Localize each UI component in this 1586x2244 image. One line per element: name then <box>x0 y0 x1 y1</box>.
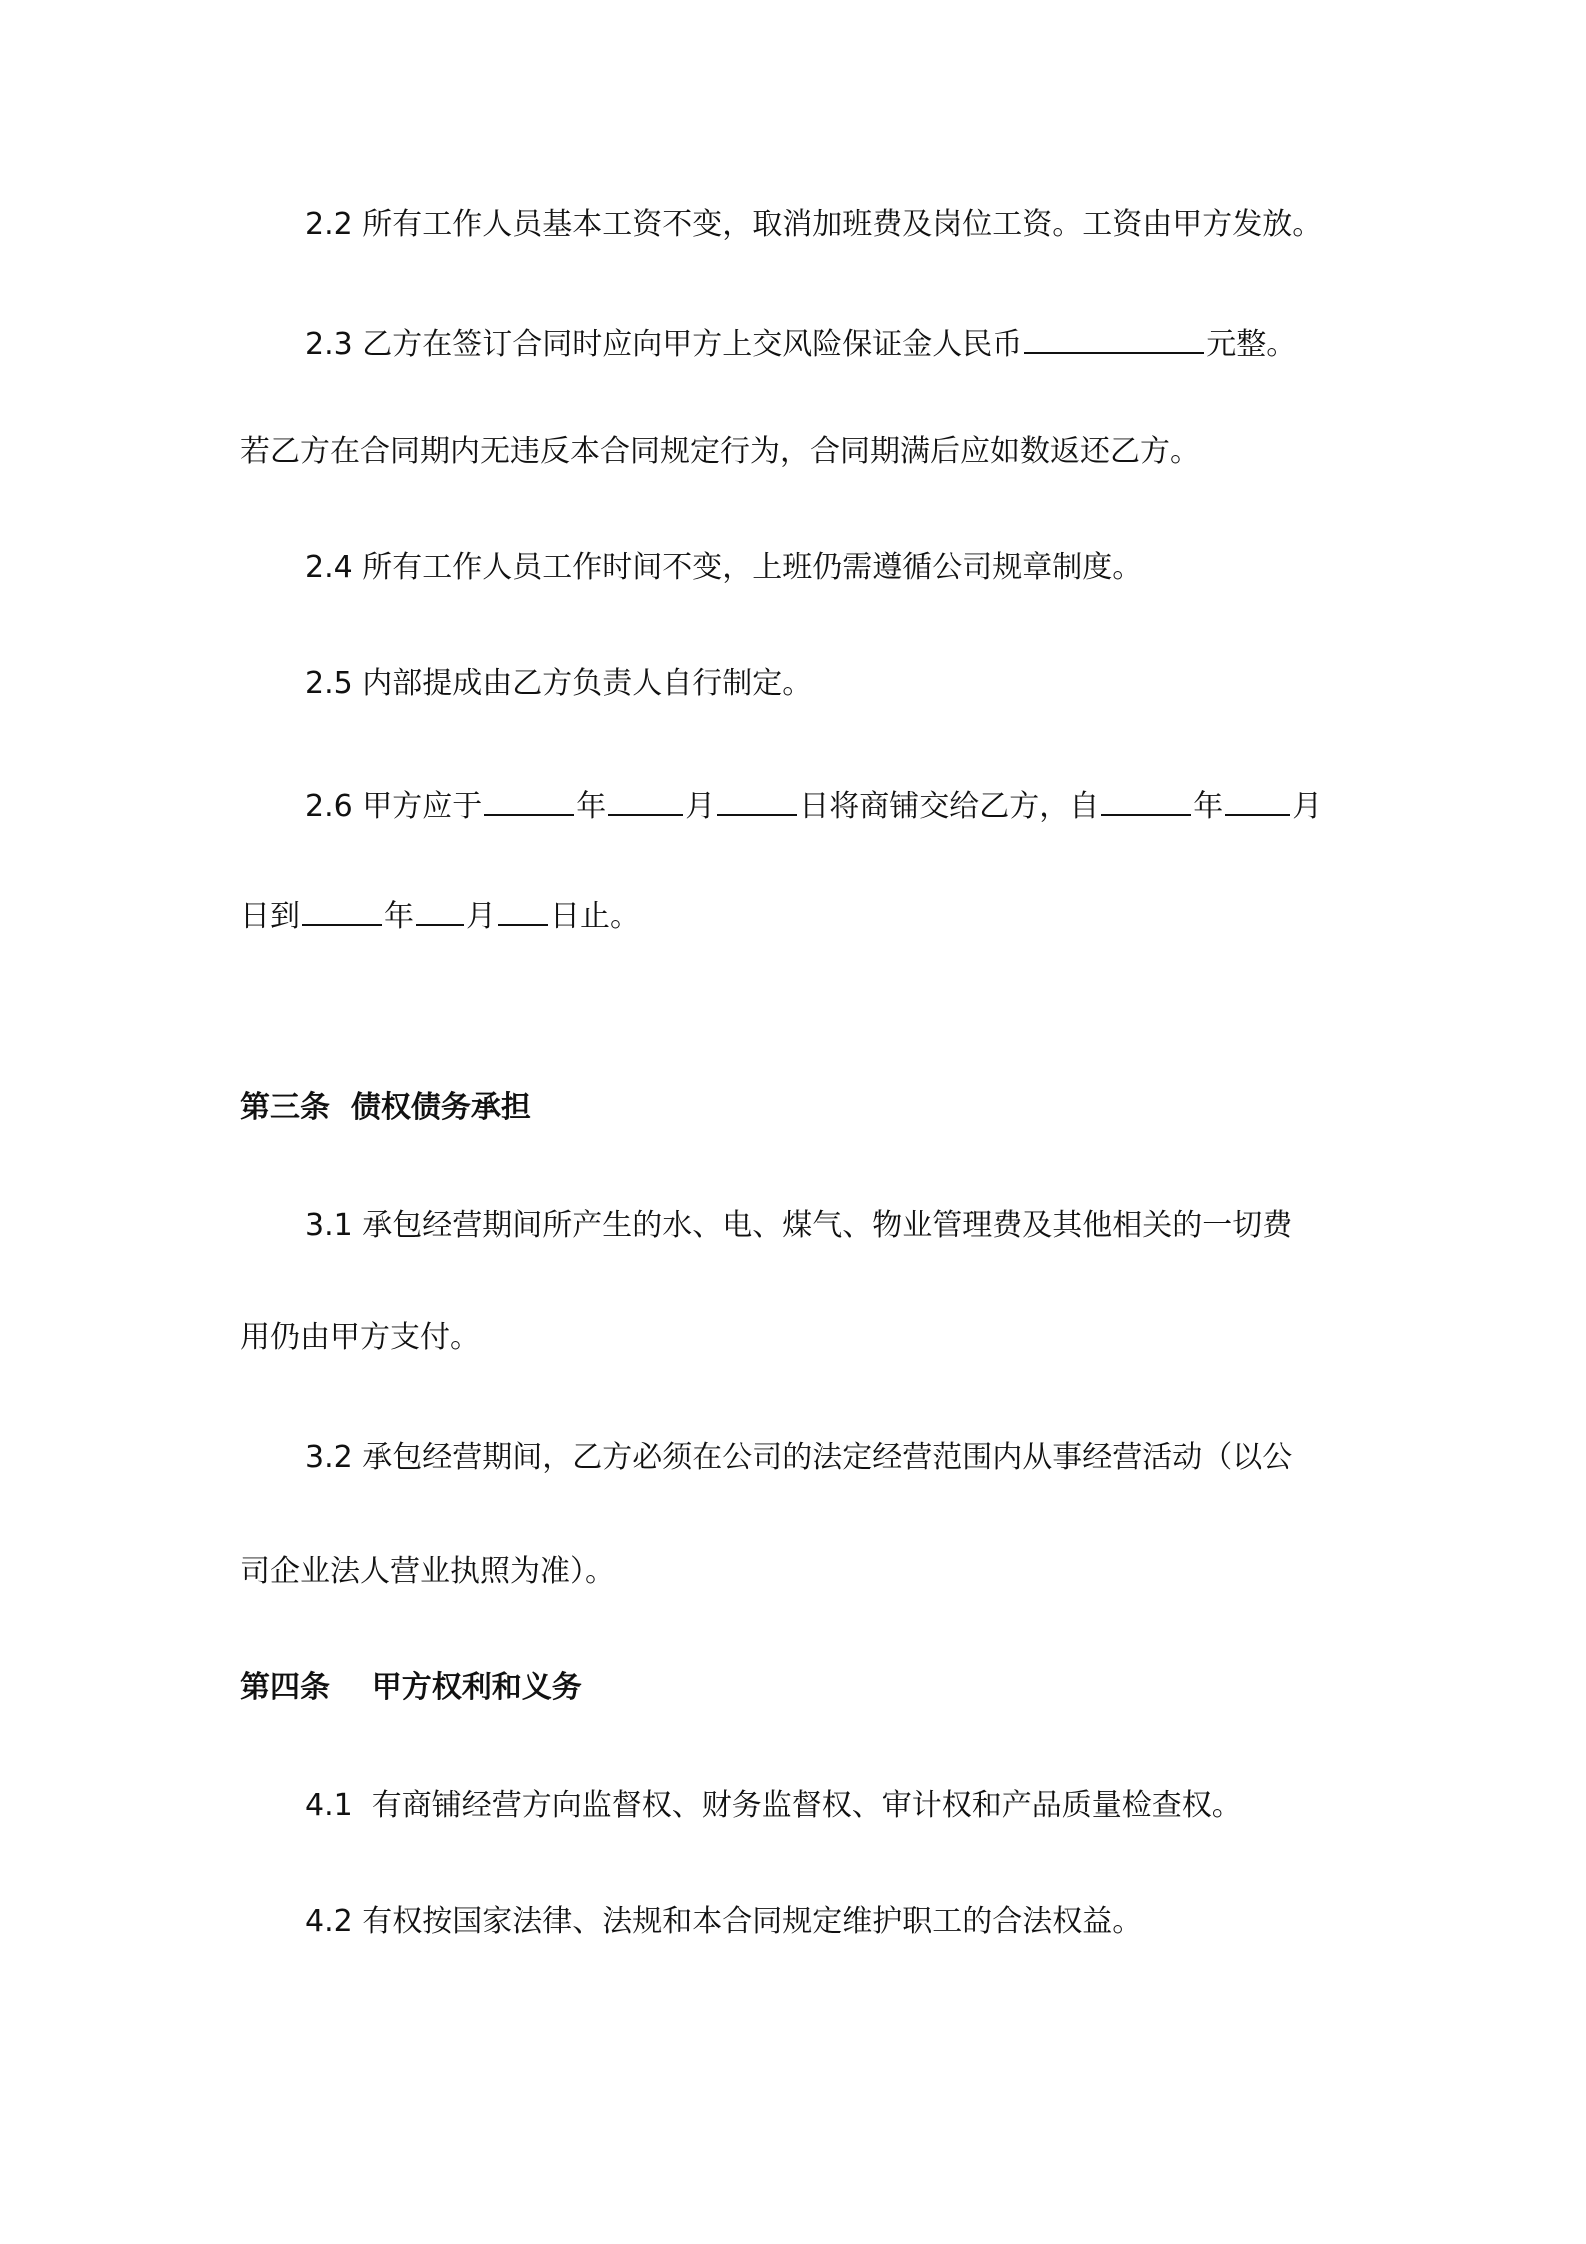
clause-2-6-year2: 年 <box>1193 789 1224 824</box>
clause-2-3-continuation <box>240 432 1586 472</box>
clause-2-6 <box>305 784 1586 827</box>
section-4-title-text: 第四条 甲方权利和义务 <box>240 1670 582 1705</box>
clause-4-2 <box>305 1902 1586 1942</box>
clause-2-6-continuation <box>240 894 1586 937</box>
deposit-amount-blank <box>1024 322 1204 354</box>
end-year-blank <box>302 894 382 926</box>
clause-2-6-prefix: 2.6 甲方应于 <box>305 789 483 824</box>
clause-2-6-year3: 年 <box>384 899 414 934</box>
clause-2-6-month2: 月 <box>1292 789 1323 824</box>
clause-2-5 <box>305 664 1586 704</box>
clause-2-4-text: 2.4 所有工作人员工作时间不变，上班仍需遵循公司规章制度。 <box>305 550 1143 585</box>
end-month-blank <box>416 894 464 926</box>
handover-day-blank <box>717 784 797 816</box>
handover-year-blank <box>484 784 574 816</box>
clause-3-2-line2: 司企业法人营业执照为准）。 <box>240 1554 615 1589</box>
clause-2-6-year: 年 <box>576 789 607 824</box>
clause-2-3 <box>305 322 1586 365</box>
clause-4-2-text: 4.2 有权按国家法律、法规和本合同规定维护职工的合法权益。 <box>305 1904 1143 1939</box>
clause-2-6-month3: 月 <box>466 899 496 934</box>
clause-4-1-text: 4.1 有商铺经营方向监督权、财务监督权、审计权和产品质量检查权。 <box>305 1788 1242 1823</box>
clause-4-1 <box>305 1786 1586 1826</box>
end-day-blank <box>498 894 548 926</box>
clause-3-2-line1: 3.2 承包经营期间，乙方必须在公司的法定经营范围内从事经营活动（以公 <box>305 1440 1293 1475</box>
start-month-blank <box>1225 784 1290 816</box>
clause-2-5-text: 2.5 内部提成由乙方负责人自行制定。 <box>305 666 813 701</box>
start-year-blank <box>1101 784 1191 816</box>
clause-3-2 <box>305 1438 1586 1478</box>
section-3-title <box>240 1088 1586 1128</box>
handover-month-blank <box>608 784 683 816</box>
clause-2-4 <box>305 548 1586 588</box>
section-4-title <box>240 1668 1586 1708</box>
clause-2-3-after: 元整。 <box>1206 327 1297 362</box>
clause-2-6-end: 日止。 <box>550 899 640 934</box>
clause-2-6-day-to: 日到 <box>240 899 300 934</box>
clause-3-1-line1: 3.1 承包经营期间所产生的水、电、煤气、物业管理费及其他相关的一切费 <box>305 1208 1293 1243</box>
clause-3-1-continuation <box>240 1318 1586 1358</box>
clause-2-2 <box>305 205 1586 245</box>
clause-2-6-handover: 日将商铺交给乙方，自 <box>799 789 1100 824</box>
clause-2-2-text: 2.2 所有工作人员基本工资不变，取消加班费及岗位工资。工资由甲方发放。 <box>305 207 1323 242</box>
clause-3-2-continuation <box>240 1552 1586 1592</box>
clause-2-3-continuation-text: 若乙方在合同期内无违反本合同规定行为，合同期满后应如数返还乙方。 <box>240 434 1200 469</box>
clause-3-1-line2: 用仍由甲方支付。 <box>240 1320 480 1355</box>
clause-2-6-month: 月 <box>685 789 716 824</box>
clause-2-3-before: 2.3 乙方在签订合同时应向甲方上交风险保证金人民币 <box>305 327 1023 362</box>
clause-3-1 <box>305 1206 1586 1246</box>
section-3-title-text: 第三条 债权债务承担 <box>240 1090 531 1125</box>
